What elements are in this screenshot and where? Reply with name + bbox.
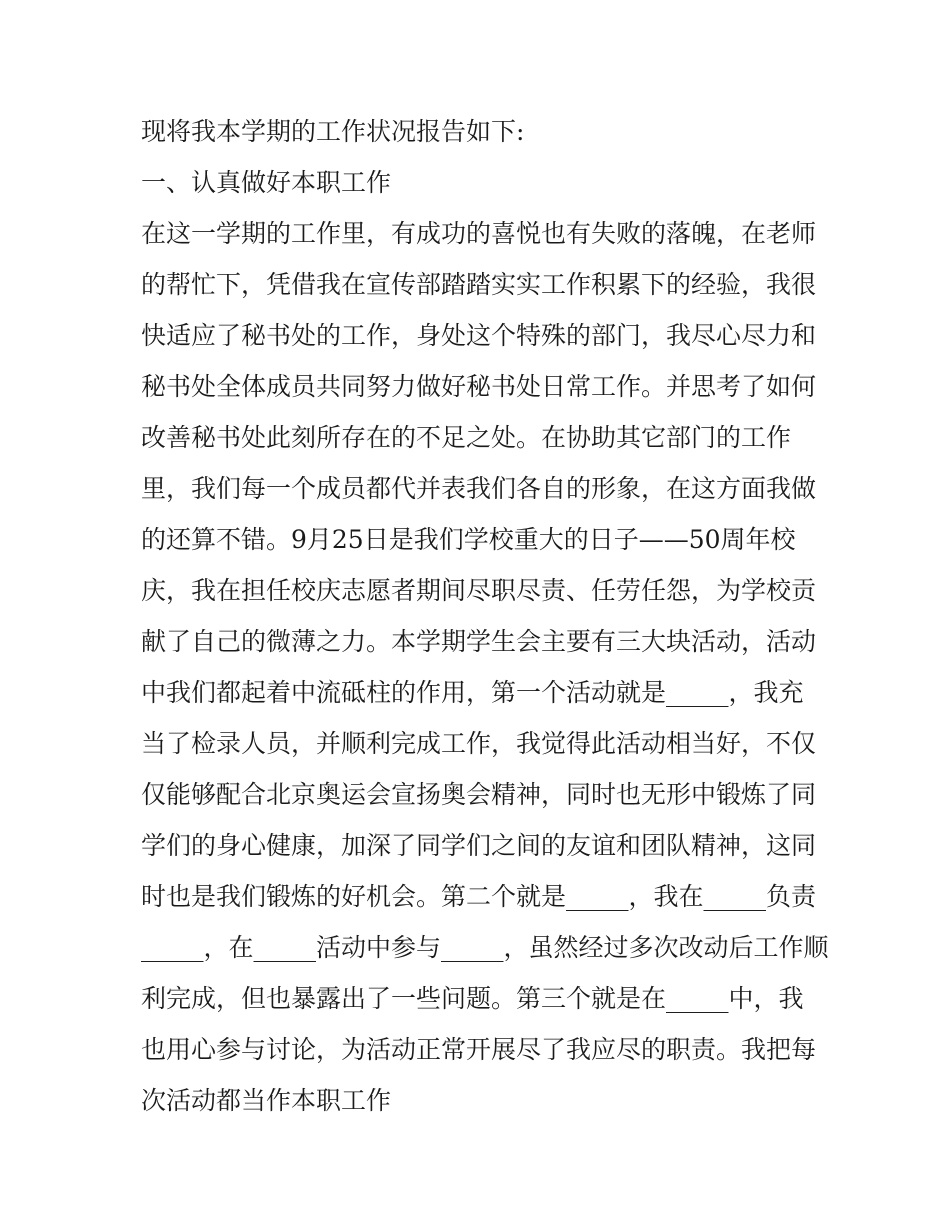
document-line: 在这一学期的工作里，有成功的喜悦也有失败的落魄，在老师 — [141, 219, 817, 248]
document-line: 时也是我们锻炼的好机会。第二个就是_____，我在_____负责 — [141, 882, 817, 911]
document-line: 中我们都起着中流砥柱的作用，第一个活动就是_____，我充 — [141, 678, 804, 707]
document-line: 的还算不错。9月25日是我们学校重大的日子——50周年校 — [141, 525, 796, 554]
document-line: _____，在_____活动中参与_____，虽然经过多次改动后工作顺 — [141, 933, 829, 962]
document-line: 快适应了秘书处的工作，身处这个特殊的部门，我尽心尽力和 — [141, 321, 817, 350]
document-line: 学们的身心健康，加深了同学们之间的友谊和团队精神，这同 — [141, 831, 817, 860]
document-line: 里，我们每一个成员都代并表我们各自的形象，在这方面我做 — [141, 474, 817, 503]
document-body — [141, 106, 829, 1126]
document-line: 也用心参与讨论，为活动正常开展尽了我应尽的职责。我把每 — [141, 1035, 817, 1064]
document-line: 现将我本学期的工作状况报告如下: — [141, 117, 525, 146]
document-line: 秘书处全体成员共同努力做好秘书处日常工作。并思考了如何 — [141, 372, 817, 401]
document-line: 当了检录人员，并顺利完成工作，我觉得此活动相当好，不仅 — [141, 729, 817, 758]
document-line: 次活动都当作本职工作 — [141, 1086, 392, 1115]
document-line: 改善秘书处此刻所存在的不足之处。在协助其它部门的工作 — [141, 423, 792, 452]
document-line: 利完成，但也暴露出了一些问题。第三个就是在_____中，我 — [141, 984, 804, 1013]
document-line: 献了自己的微薄之力。本学期学生会主要有三大块活动，活动 — [141, 627, 817, 656]
document-line: 的帮忙下，凭借我在宣传部踏踏实实工作积累下的经验，我很 — [141, 270, 817, 299]
document-line: 庆，我在担任校庆志愿者期间尽职尽责、任劳任怨，为学校贡 — [141, 576, 817, 605]
document-line: 仅能够配合北京奥运会宣扬奥会精神，同时也无形中锻炼了同 — [141, 780, 817, 809]
section-heading: 一、认真做好本职工作 — [141, 168, 392, 197]
